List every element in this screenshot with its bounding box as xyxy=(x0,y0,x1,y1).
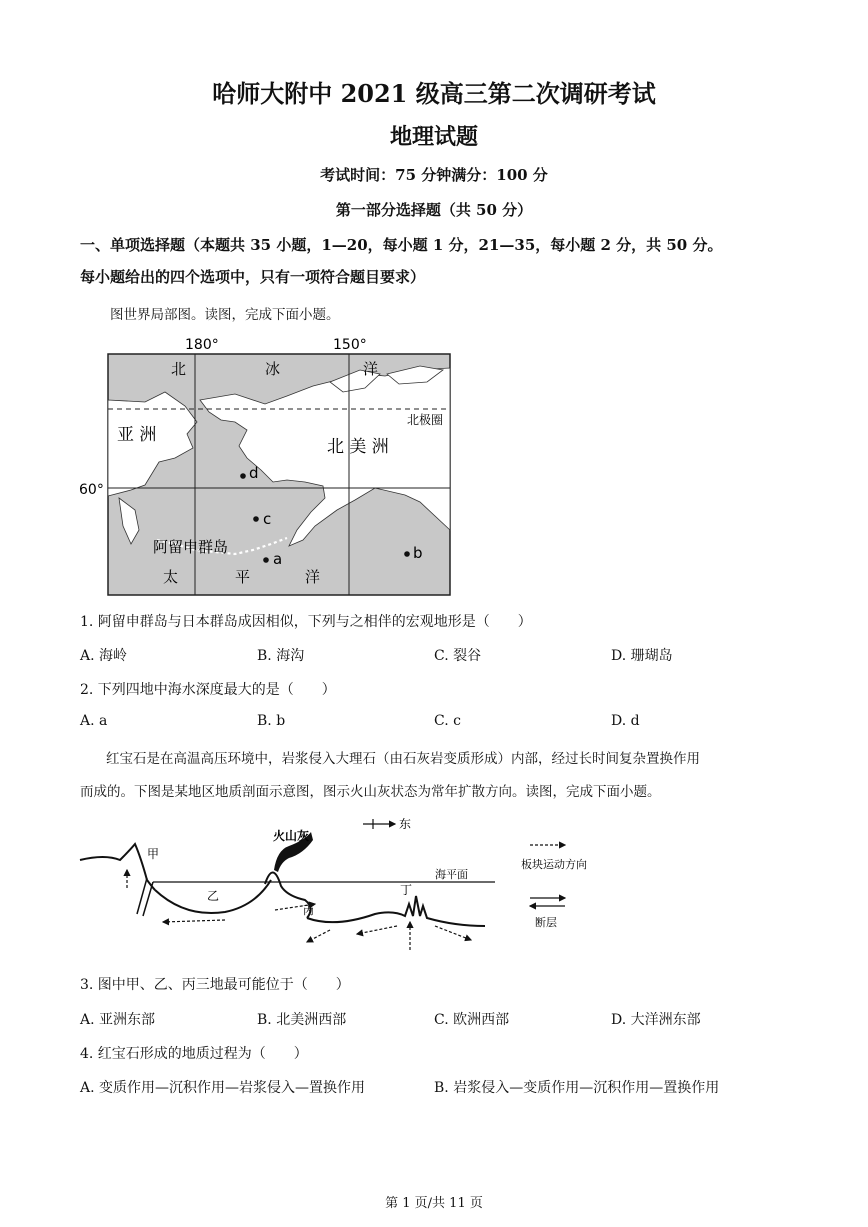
intro-ruby-line2: 而成的。下图是某地区地质剖面示意图，图示火山灰状态为常年扩散方向。读图，完成下面小题。 xyxy=(80,784,661,800)
east-label: 东 xyxy=(399,817,412,831)
plate-arrow-west xyxy=(163,920,225,922)
q1-option-b[interactable]: B. 海沟 xyxy=(257,648,305,664)
point-d-marker xyxy=(240,473,246,479)
intro-map: 图世界局部图。读图，完成下面小题。 xyxy=(110,307,340,323)
terrain-jia xyxy=(80,844,155,890)
q3-option-d[interactable]: D. 大洋洲东部 xyxy=(611,1012,701,1028)
question-2-stem: 2. 下列四地中海水深度最大的是（ ） xyxy=(80,682,336,698)
aleutian-label: 阿留申群岛 xyxy=(153,538,229,556)
label-ocean: 洋 xyxy=(363,360,379,378)
q3-option-a[interactable]: A. 亚洲东部 xyxy=(80,1012,156,1028)
point-c-marker xyxy=(253,516,259,522)
world-map-figure xyxy=(75,330,465,600)
q4-option-a[interactable]: A. 变质作用—沉积作用—岩浆侵入—置换作用 xyxy=(80,1080,366,1096)
q2-option-c[interactable]: C. c xyxy=(434,713,461,729)
pacific-label-3: 洋 xyxy=(305,568,321,586)
label-ice: 冰 xyxy=(265,360,281,378)
asia-label: 亚 洲 xyxy=(117,425,157,445)
q2-option-b[interactable]: B. b xyxy=(257,713,286,729)
ocean-floor xyxy=(307,896,485,926)
geologic-section-figure xyxy=(75,810,635,960)
exam-info: 考试时间：75 分钟满分：100 分 xyxy=(320,166,548,184)
legend-plate-label: 板块运动方向 xyxy=(521,858,587,871)
plate-arrow-subduct xyxy=(307,930,330,942)
point-a-label: a xyxy=(273,550,283,568)
label-north: 北 xyxy=(171,360,187,378)
section-heading-line2: 每小题给出的四个选项中，只有一项符合题目要求） xyxy=(80,268,426,286)
q2-option-d[interactable]: D. d xyxy=(611,713,640,729)
label-yi: 乙 xyxy=(207,889,220,903)
lon-150-label: 150° xyxy=(333,337,367,353)
label-ding: 丁 xyxy=(400,883,413,897)
pacific-label-2: 平 xyxy=(235,568,251,586)
plate-arrow-ridge-east xyxy=(435,926,471,940)
point-b-marker xyxy=(404,551,410,557)
point-b-label: b xyxy=(413,544,423,562)
arctic-circle-label: 北极圈 xyxy=(407,413,444,427)
lon-180-label: 180° xyxy=(185,337,219,353)
point-d-label: d xyxy=(249,464,259,482)
lat-60-label: 60° xyxy=(79,482,104,498)
question-4-stem: 4. 红宝石形成的地质过程为（ ） xyxy=(80,1046,308,1062)
q1-option-a[interactable]: A. 海岭 xyxy=(80,648,128,664)
q3-option-c[interactable]: C. 欧洲西部 xyxy=(434,1012,510,1028)
question-1-stem: 1. 阿留申群岛与日本群岛成因相似，下列与之相伴的宏观地形是（ ） xyxy=(80,614,532,630)
q2-option-a[interactable]: A. a xyxy=(80,713,108,729)
q3-option-b[interactable]: B. 北美洲西部 xyxy=(257,1012,347,1028)
exam-title: 哈师大附中 2021 级高三第二次调研考试 xyxy=(212,79,656,108)
label-bing: 丙 xyxy=(303,904,314,917)
question-3-stem: 3. 图中甲、乙、丙三地最可能位于（ ） xyxy=(80,977,350,993)
intro-ruby-line1: 红宝石是在高温高压环境中，岩浆侵入大理石（由石灰岩变质形成）内部，经过长时间复杂置换作用 xyxy=(106,751,700,767)
legend-fault-label: 断层 xyxy=(535,916,557,929)
page-footer: 第 1 页/共 11 页 xyxy=(385,1196,483,1211)
point-a-marker xyxy=(263,557,269,563)
subject-title: 地理试题 xyxy=(389,124,478,150)
plate-arrow-ridge-west xyxy=(357,926,397,934)
sea-level-label: 海平面 xyxy=(435,868,468,881)
q4-option-b[interactable]: B. 岩浆侵入—变质作用—沉积作用—置换作用 xyxy=(434,1080,720,1096)
section-heading-line1: 一、单项选择题（本题共 35 小题，1—20，每小题 1 分，21—35，每小题 2 分，共 50 分。 xyxy=(80,236,723,254)
q1-option-c[interactable]: C. 裂谷 xyxy=(434,648,482,664)
north-america-label: 北 美 洲 xyxy=(327,437,389,457)
part-title: 第一部分选择题（共 50 分） xyxy=(335,201,533,219)
q1-option-d[interactable]: D. 珊瑚岛 xyxy=(611,648,673,664)
ash-label: 火山灰 xyxy=(273,829,310,843)
point-c-label: c xyxy=(263,510,272,528)
pacific-label-1: 太 xyxy=(163,568,179,586)
label-jia: 甲 xyxy=(147,847,160,861)
